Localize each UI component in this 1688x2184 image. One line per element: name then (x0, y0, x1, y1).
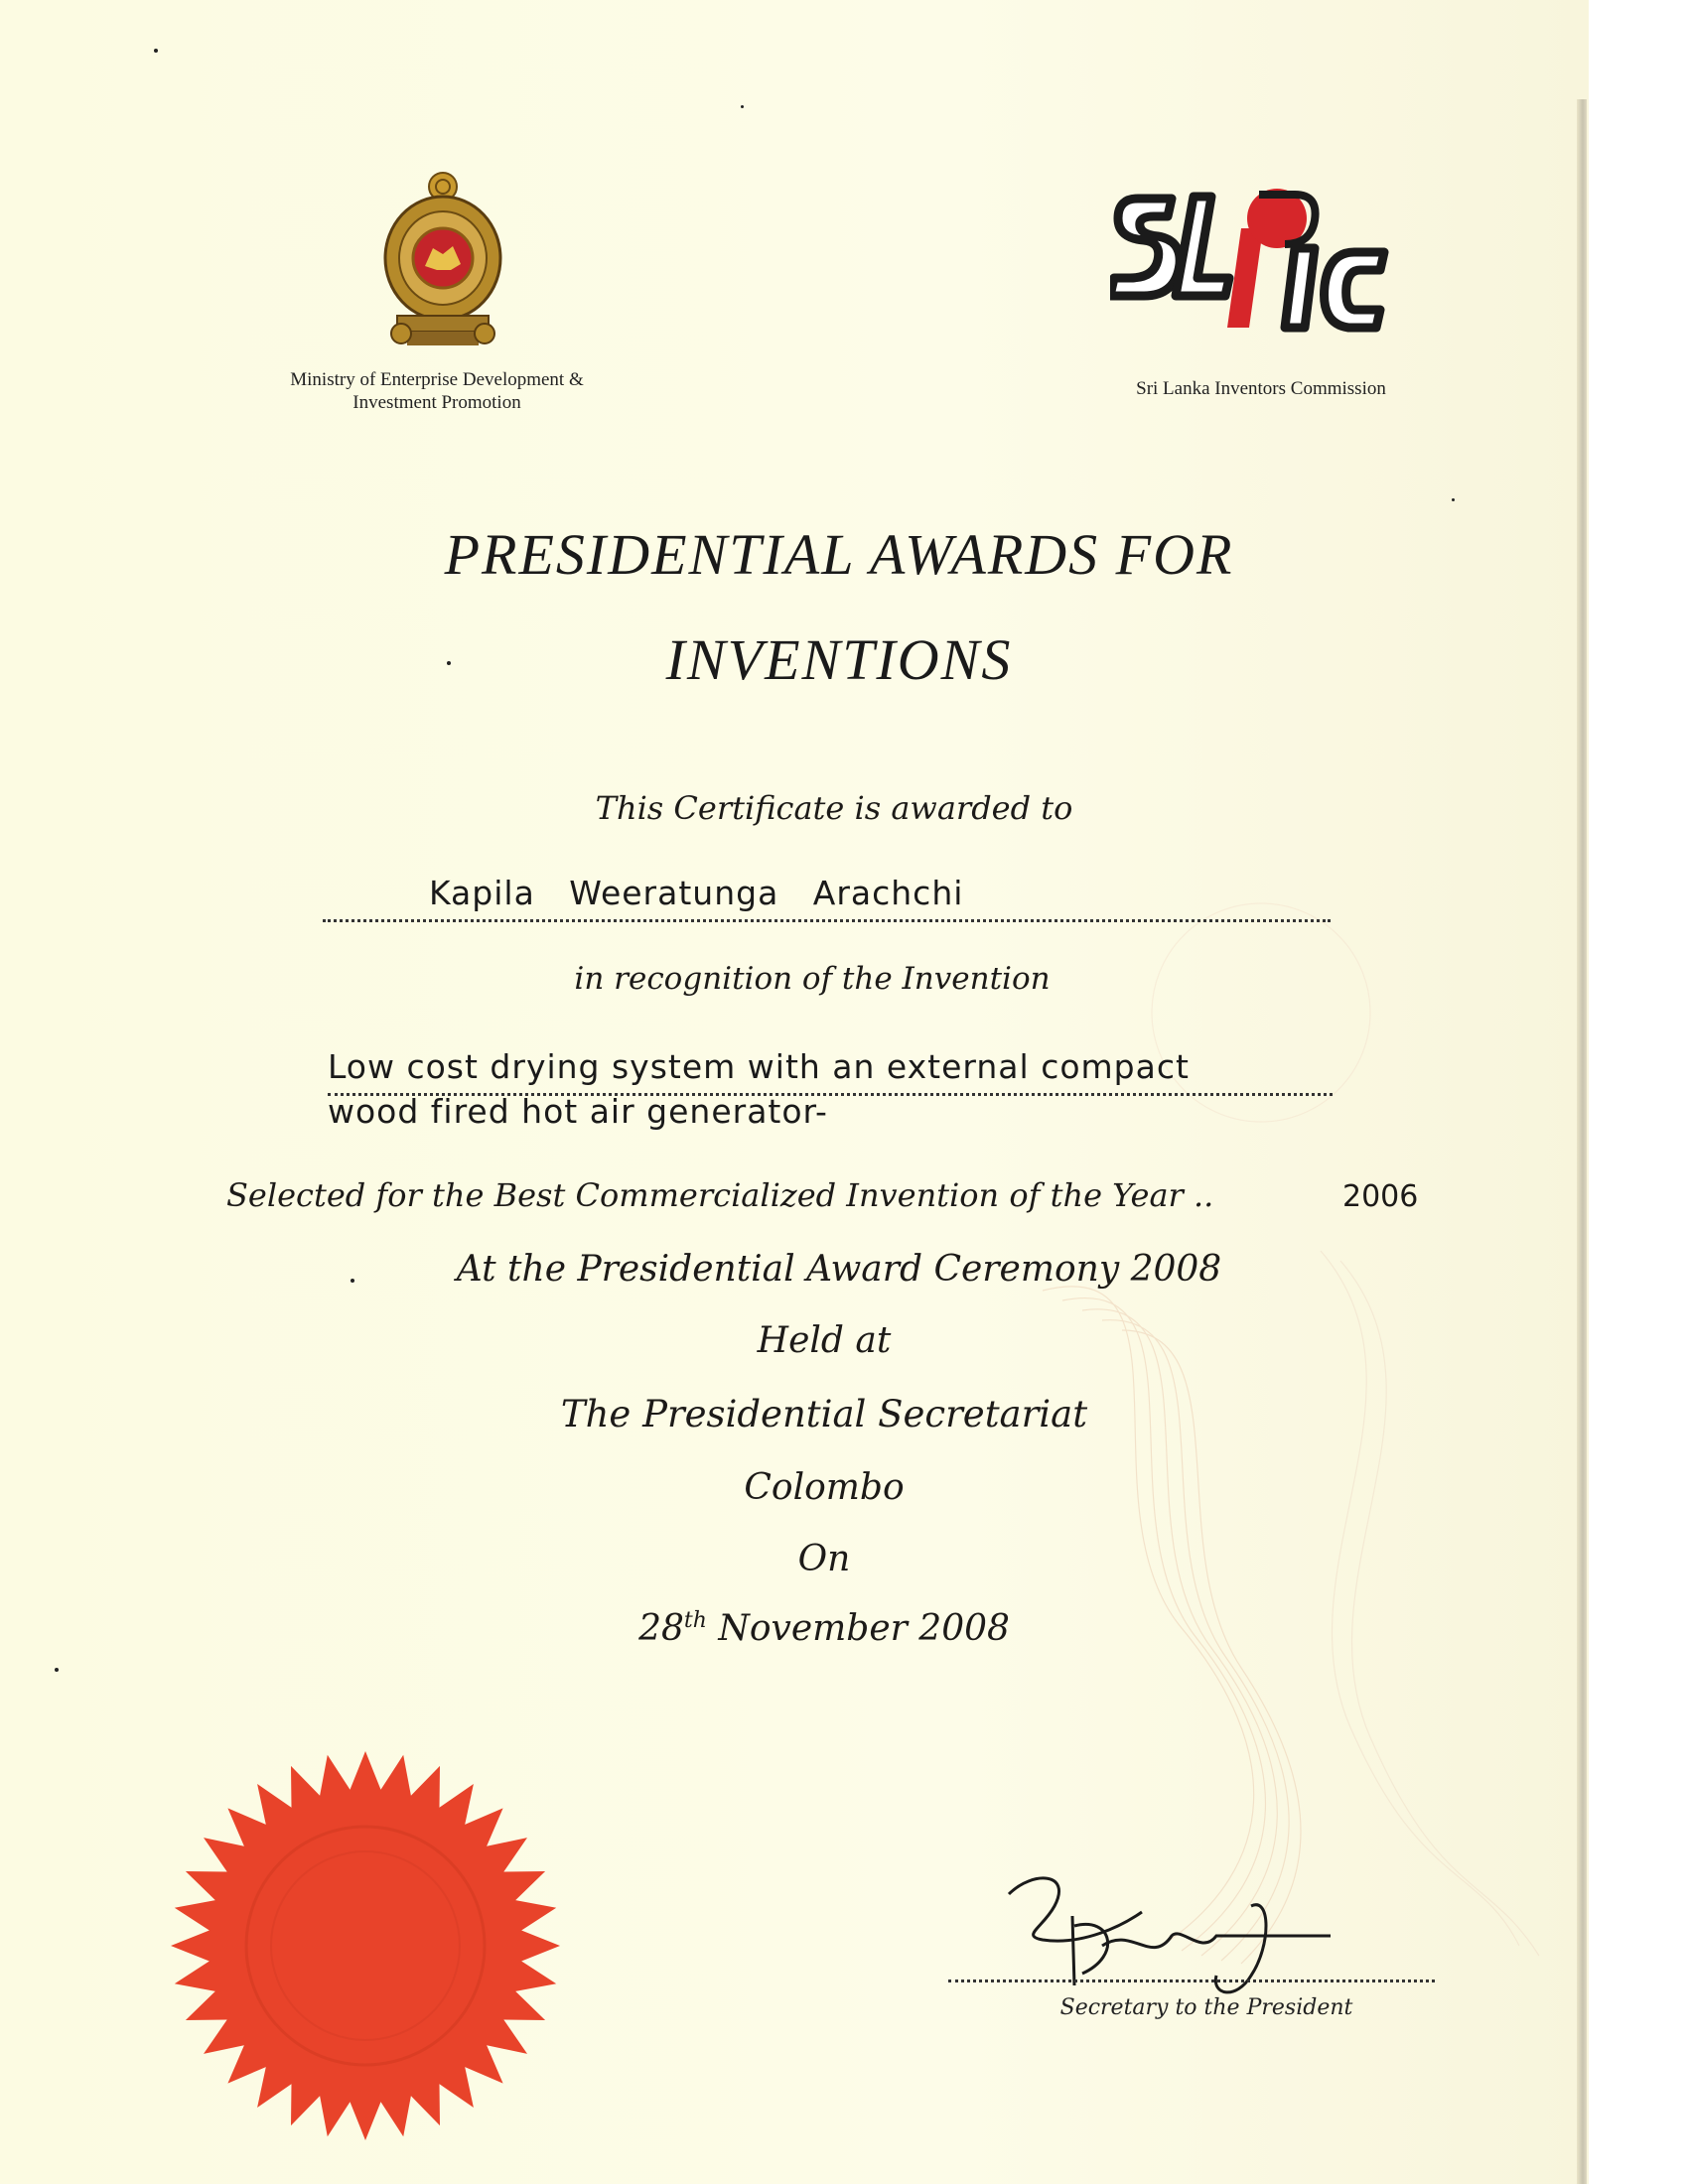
award-year: 2006 (1342, 1179, 1419, 1214)
date-month-year: November 2008 (706, 1608, 1010, 1649)
invention-line-2: wood fired hot air generator- (328, 1092, 828, 1131)
awarded-to-label: This Certificate is awarded to (595, 789, 1073, 827)
invention-line-1: Low cost drying system with an external compact (328, 1047, 1190, 1086)
scan-speck (741, 105, 744, 108)
slic-logo-icon (1110, 179, 1408, 357)
red-seal-icon (167, 1747, 564, 2144)
held-at-line: Held at (757, 1320, 892, 1361)
date-day: 28 (638, 1608, 684, 1649)
recognition-label: in recognition of the Invention (574, 961, 1051, 997)
sri-lanka-emblem-icon (377, 167, 508, 355)
signature-icon (1003, 1866, 1380, 2005)
scan-speck (55, 1668, 59, 1672)
scan-margin (1589, 0, 1688, 2184)
recipient-dotted-line (323, 919, 1331, 922)
ministry-caption (238, 368, 635, 414)
selected-for-label: Selected for the Best Commercialized Invention of the Year .. (226, 1176, 1214, 1214)
city-line: Colombo (744, 1467, 905, 1508)
slic-caption: Sri Lanka Inventors Commission (1136, 378, 1386, 399)
title-line-2: INVENTIONS (665, 627, 1013, 692)
venue-line: The Presidential Secretariat (560, 1393, 1088, 1435)
ceremony-line: At the Presidential Award Ceremony 2008 (456, 1249, 1222, 1290)
on-line: On (797, 1539, 851, 1579)
signatory-title: Secretary to the President (1059, 1995, 1353, 2020)
ministry-caption-line-1: Ministry of Enterprise Development & (290, 369, 584, 390)
title-line-1: PRESIDENTIAL AWARDS FOR (444, 522, 1234, 587)
ministry-caption-line-2: Investment Promotion (352, 392, 521, 413)
scan-speck (154, 49, 158, 53)
date-suffix: th (683, 1608, 707, 1633)
signature-dotted-line (948, 1979, 1435, 1982)
recipient-name: Kapila Weeratunga Arachchi (429, 874, 964, 912)
scan-speck (1452, 498, 1455, 501)
certificate-title (248, 502, 1430, 713)
ceremony-date (30, 1608, 1618, 1649)
